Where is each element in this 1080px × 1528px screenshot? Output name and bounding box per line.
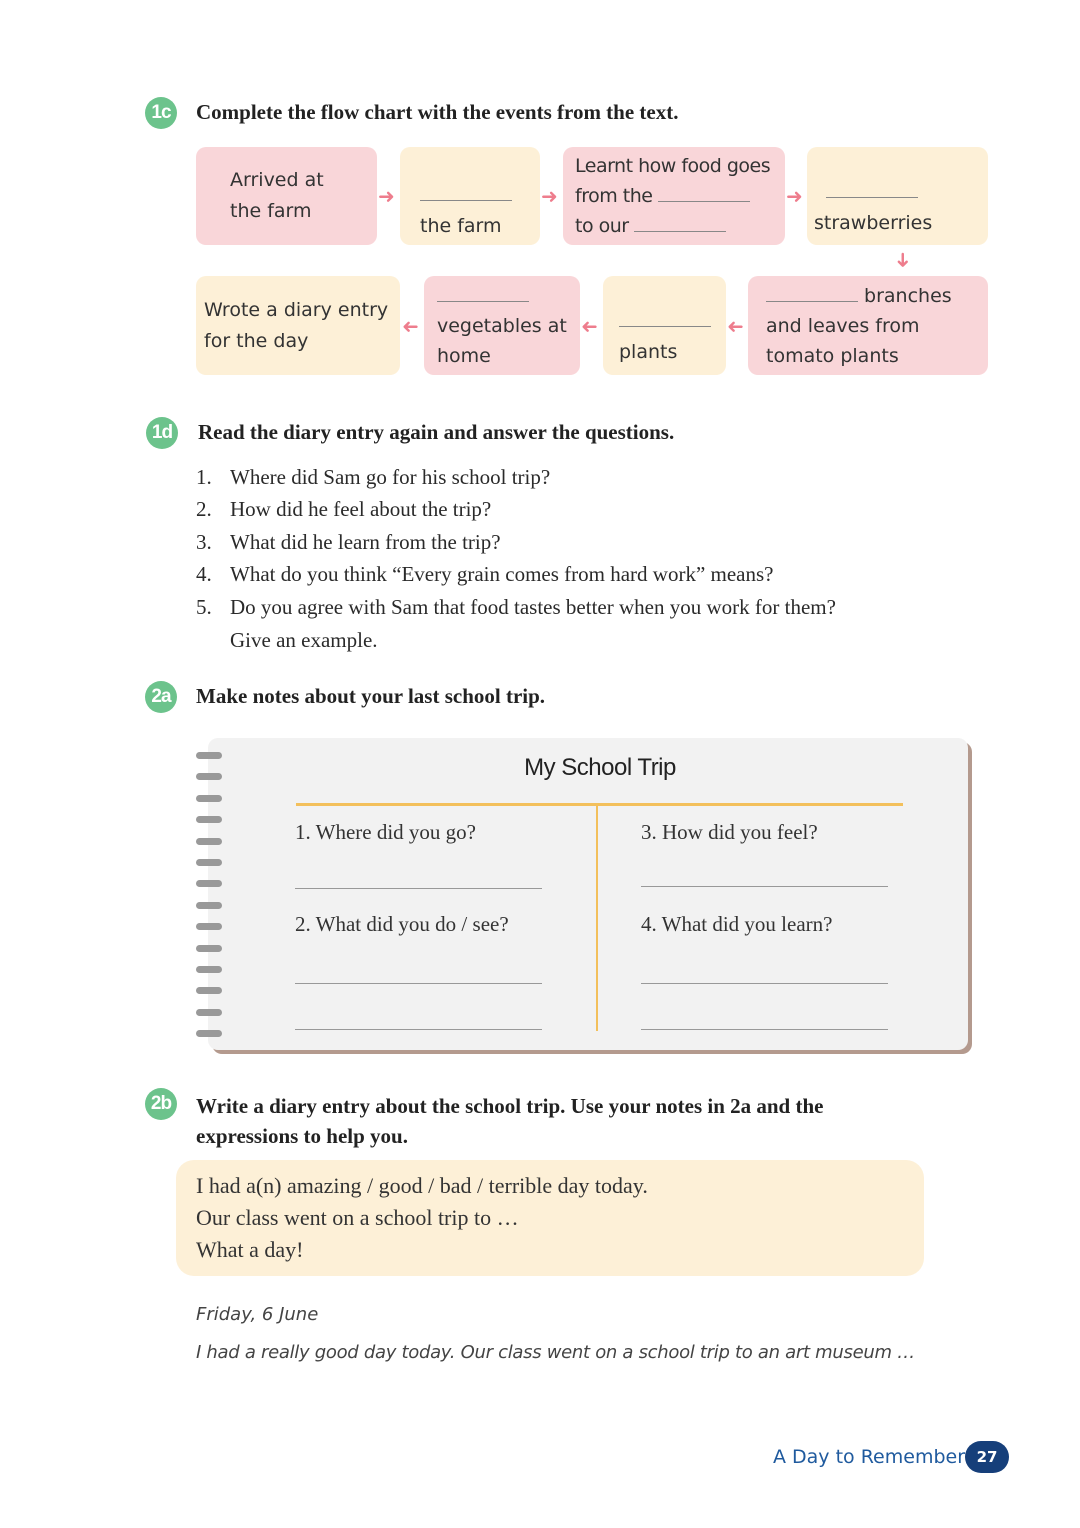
flow-text: home [437, 344, 491, 367]
question-item: 4. What do you think “Every grain comes from hard work” means? [196, 562, 774, 586]
flow-text: vegetables at [437, 314, 567, 337]
flow-box-3 [563, 147, 785, 245]
spiral-ring [196, 902, 222, 909]
divider-vertical [596, 805, 598, 1031]
arrow-down-icon: ➜ [891, 251, 916, 269]
flow-box-7 [424, 276, 580, 375]
flow-text: Learnt how food goes [575, 154, 771, 177]
flow-text: and leaves from [766, 314, 920, 337]
blank-line [826, 177, 918, 198]
exercise-badge-1c: 1c [145, 97, 177, 129]
sample-text: I had a really good day today. Our class went on a school trip to an art museum … [196, 1342, 915, 1363]
answer-line[interactable] [295, 1029, 542, 1030]
notebook-question: 3. How did you feel? [641, 820, 818, 844]
exercise-badge-2a: 2a [145, 681, 177, 713]
flow-text: the farm [420, 215, 502, 237]
expressions-box [176, 1160, 924, 1276]
spiral-ring [196, 1009, 222, 1016]
instruction-1d: Read the diary entry again and answer the questions. [198, 420, 675, 444]
spiral-ring [196, 859, 222, 866]
page-number: 27 [965, 1441, 1009, 1473]
notebook-question: 4. What did you learn? [641, 912, 833, 936]
flow-text: to our [575, 214, 629, 237]
arrow-left-icon: ➜ [402, 314, 419, 338]
arrow-left-icon: ➜ [581, 314, 598, 338]
flow-text: from the [575, 184, 653, 207]
spiral-ring [196, 773, 222, 780]
flow-text: for the day [204, 329, 309, 352]
blank-line [658, 181, 750, 202]
sample-date: Friday, 6 June [196, 1304, 319, 1325]
flow-box-4 [807, 147, 988, 245]
exercise-badge-2b: 2b [145, 1088, 177, 1120]
arrow-right-icon: ➜ [541, 184, 558, 208]
answer-line[interactable] [295, 888, 542, 889]
spiral-ring [196, 987, 222, 994]
flow-text: strawberries [814, 212, 933, 234]
answer-line[interactable] [641, 1029, 888, 1030]
flow-text: Arrived at [230, 169, 324, 191]
flow-text: tomato plants [766, 344, 899, 367]
blank-line [437, 281, 529, 302]
expression: I had a(n) amazing / good / bad / terrible day today. [196, 1173, 648, 1198]
notebook-question: 1. Where did you go? [295, 820, 476, 844]
spiral-ring [196, 838, 222, 845]
instruction-2b: Write a diary entry about the school trip. Use your notes in 2a and the expressions to help you. [196, 1094, 824, 1148]
exercise-badge-1d: 1d [146, 417, 178, 449]
spiral-ring [196, 1030, 222, 1037]
notebook-card [208, 738, 968, 1050]
spiral-ring [196, 966, 222, 973]
answer-line[interactable] [295, 983, 542, 984]
arrow-right-icon: ➜ [786, 184, 803, 208]
blank-line [420, 180, 512, 201]
flow-text: Wrote a diary entry [204, 298, 389, 321]
notebook-title: My School Trip [524, 754, 676, 781]
footer-unit-title: A Day to Remember [773, 1446, 966, 1468]
divider-horizontal [296, 803, 903, 806]
spiral-ring [196, 880, 222, 887]
blank-line [634, 211, 726, 232]
spiral-ring [196, 752, 222, 759]
blank-line [766, 281, 858, 302]
flow-box-5 [748, 276, 988, 375]
expression: What a day! [196, 1237, 304, 1262]
spiral-ring [196, 923, 222, 930]
answer-line[interactable] [641, 886, 888, 887]
flow-box-6 [603, 276, 726, 375]
flow-text: branches [864, 284, 952, 307]
flow-text: plants [619, 340, 678, 363]
arrow-left-icon: ➜ [727, 314, 744, 338]
spiral-ring [196, 816, 222, 823]
spiral-ring [196, 945, 222, 952]
answer-line[interactable] [641, 983, 888, 984]
question-item: 2. How did he feel about the trip? [196, 497, 492, 521]
question-item: 1. Where did Sam go for his school trip? [196, 465, 551, 489]
question-item: 5. Do you agree with Sam that food tastes better when you work for them? Give an example. [196, 595, 836, 652]
question-item: 3. What did he learn from the trip? [196, 530, 501, 554]
instruction-2a: Make notes about your last school trip. [196, 684, 546, 708]
notebook-question: 2. What did you do / see? [295, 912, 509, 936]
flow-text: the farm [230, 200, 312, 222]
flow-box-2 [400, 147, 540, 245]
spiral-ring [196, 795, 222, 802]
expression: Our class went on a school trip to … [196, 1205, 519, 1230]
instruction-1c: Complete the flow chart with the events from the text. [196, 100, 679, 124]
blank-line [619, 306, 711, 327]
flow-box-8 [196, 276, 400, 375]
arrow-right-icon: ➜ [378, 184, 395, 208]
flow-box-1 [196, 147, 377, 245]
